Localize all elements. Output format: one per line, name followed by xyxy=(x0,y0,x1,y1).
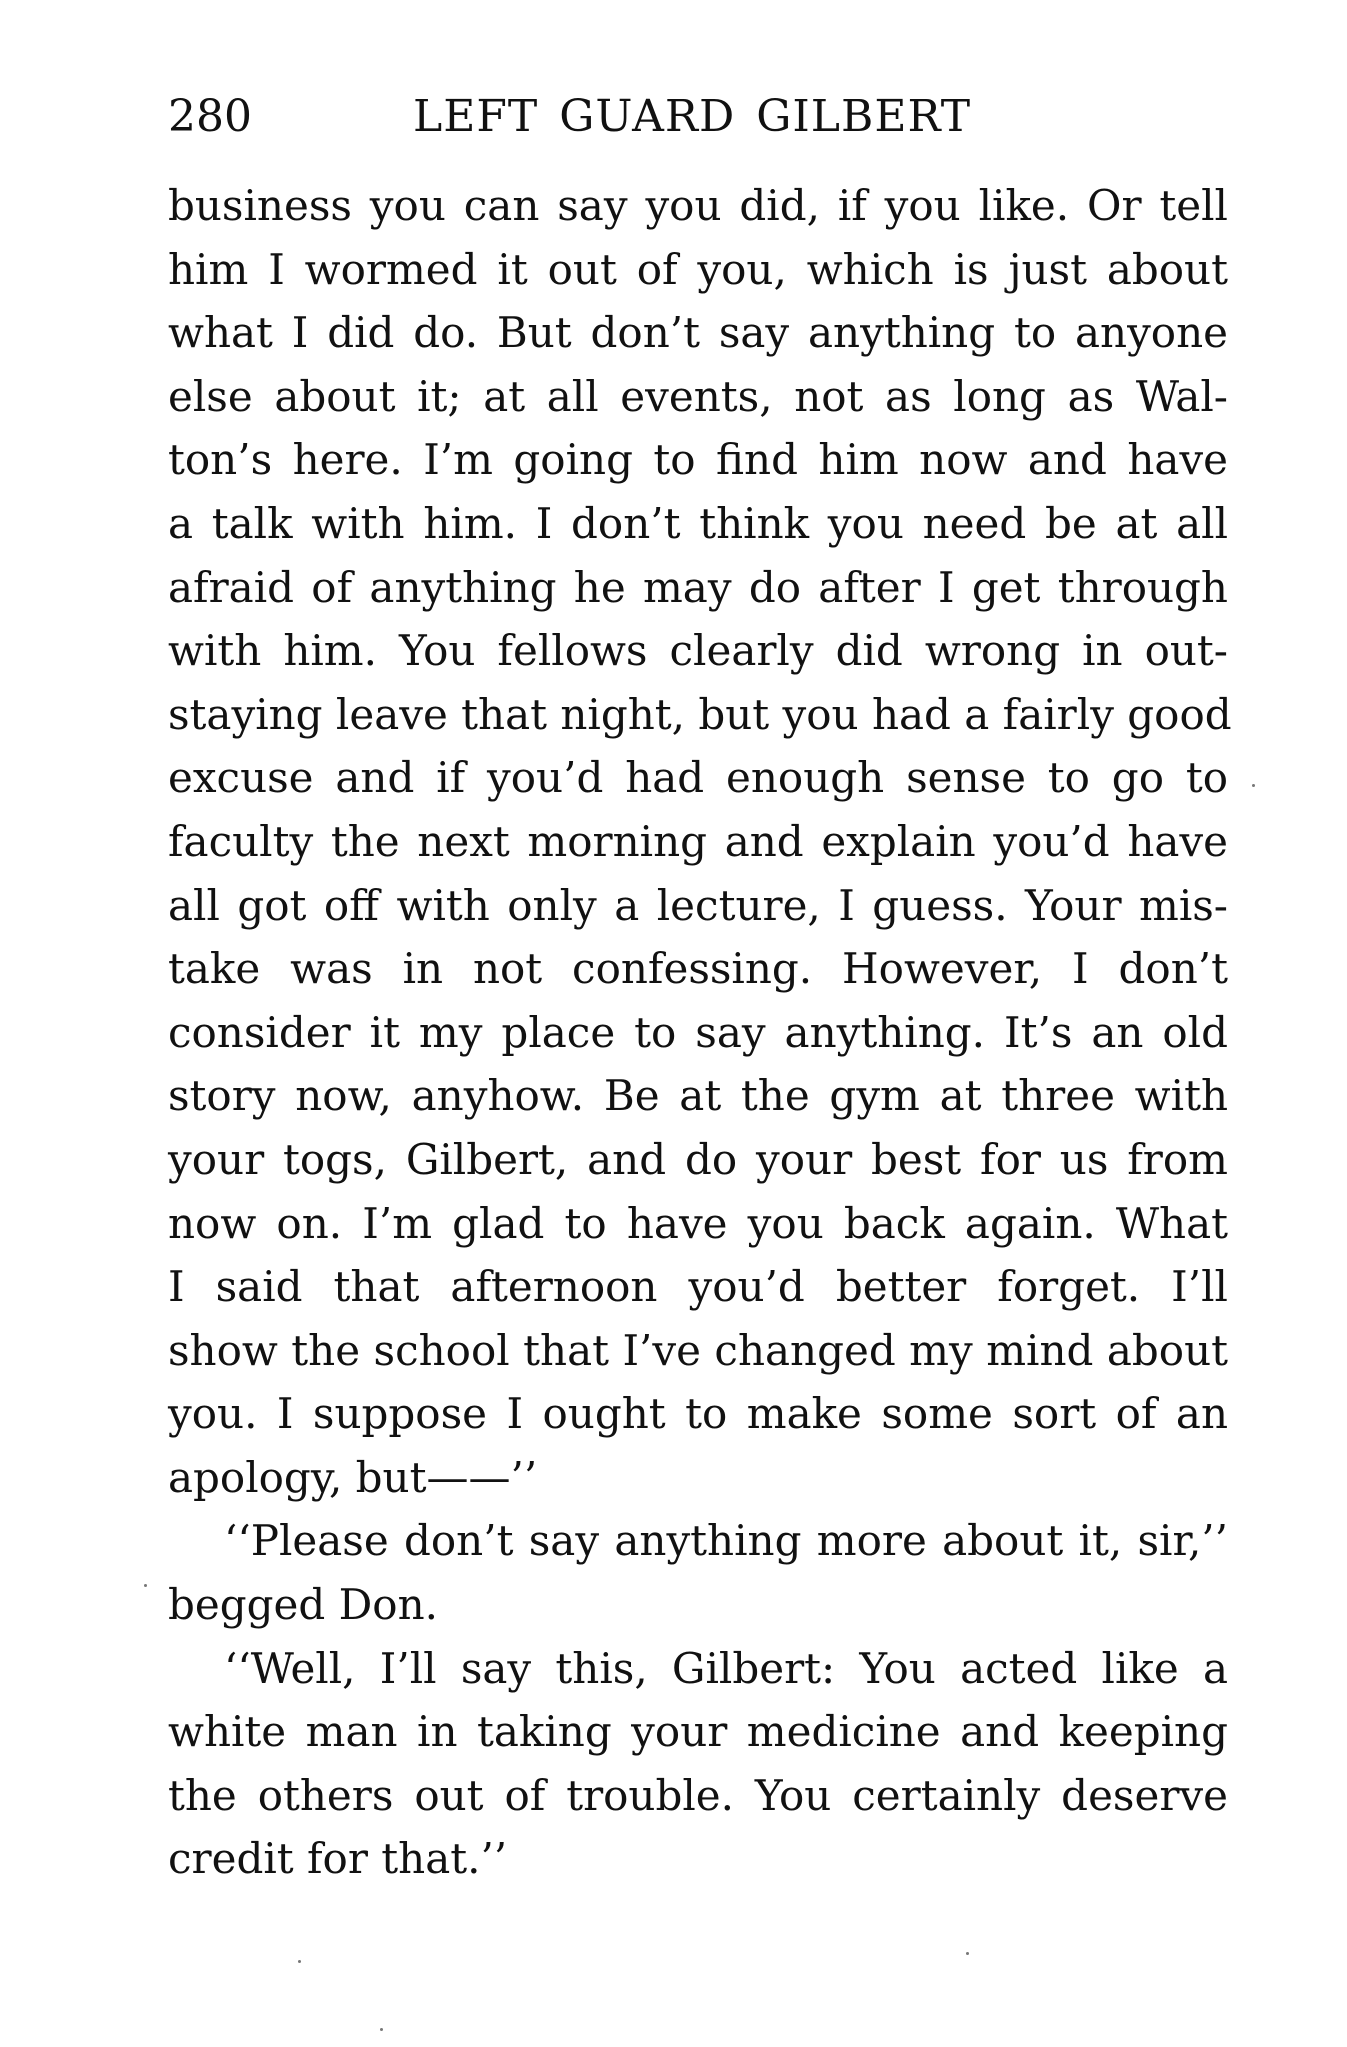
text-line: consider it my place to say anything. It’s an old xyxy=(168,1007,1228,1057)
text-line: afraid of anything he may do after I get through xyxy=(168,562,1228,612)
text-line: all got off with only a lecture, I guess. Your mis- xyxy=(168,880,1228,930)
paper-speck xyxy=(966,1952,969,1955)
text-line: else about it; at all events, not as long as Wal- xyxy=(168,371,1228,421)
text-line: ‘‘Please don’t say anything more about it, sir,’’ xyxy=(224,1516,1228,1566)
text-line: you. I suppose I ought to make some sort of an xyxy=(168,1389,1228,1439)
paper-speck xyxy=(1252,784,1255,787)
text-line: story now, anyhow. Be at the gym at three with xyxy=(168,1071,1228,1121)
paper-speck xyxy=(380,2028,383,2031)
text-line: what I did do. But don’t say anything to anyone xyxy=(168,308,1228,358)
text-line: with him. You fellows clearly did wrong in out- xyxy=(168,626,1228,676)
text-line: credit for that.’’ xyxy=(168,1834,508,1884)
running-title: LEFT GUARD GILBERT xyxy=(413,91,972,142)
text-line: ton’s here. I’m going to find him now and have xyxy=(168,435,1228,485)
text-block xyxy=(168,174,1232,1891)
text-line: your togs, Gilbert, and do your best for us from xyxy=(168,1134,1228,1184)
text-line: take was in not confessing. However, I don’t xyxy=(168,944,1228,994)
text-line: apology, but——’’ xyxy=(168,1452,538,1502)
text-line: business you can say you did, if you like. Or tell xyxy=(168,181,1228,230)
text-line: begged Don. xyxy=(168,1580,438,1630)
text-line: a talk with him. I don’t think you need be at all xyxy=(168,498,1228,548)
text-line: now on. I’m glad to have you back again. What xyxy=(168,1198,1228,1248)
paper-speck xyxy=(298,1960,301,1963)
text-line: excuse and if you’d had enough sense to go to xyxy=(168,753,1228,803)
text-line: white man in taking your medicine and keeping xyxy=(168,1707,1228,1757)
text-line: show the school that I’ve changed my mind about xyxy=(168,1325,1228,1375)
text-line: ‘‘Well, I’ll say this, Gilbert: You acted like a xyxy=(224,1643,1228,1693)
text-line: the others out of trouble. You certainly deserve xyxy=(168,1770,1228,1820)
page-number: 280 xyxy=(168,91,252,142)
text-line: faculty the next morning and explain you’d have xyxy=(168,816,1228,866)
paper-speck xyxy=(144,1584,147,1587)
text-line: him I wormed it out of you, which is just about xyxy=(168,244,1228,294)
running-head xyxy=(168,82,1228,152)
text-line: staying leave that night, but you had a fairly good xyxy=(168,689,1232,739)
text-line: I said that afternoon you’d better forget. I’ll xyxy=(168,1262,1228,1312)
